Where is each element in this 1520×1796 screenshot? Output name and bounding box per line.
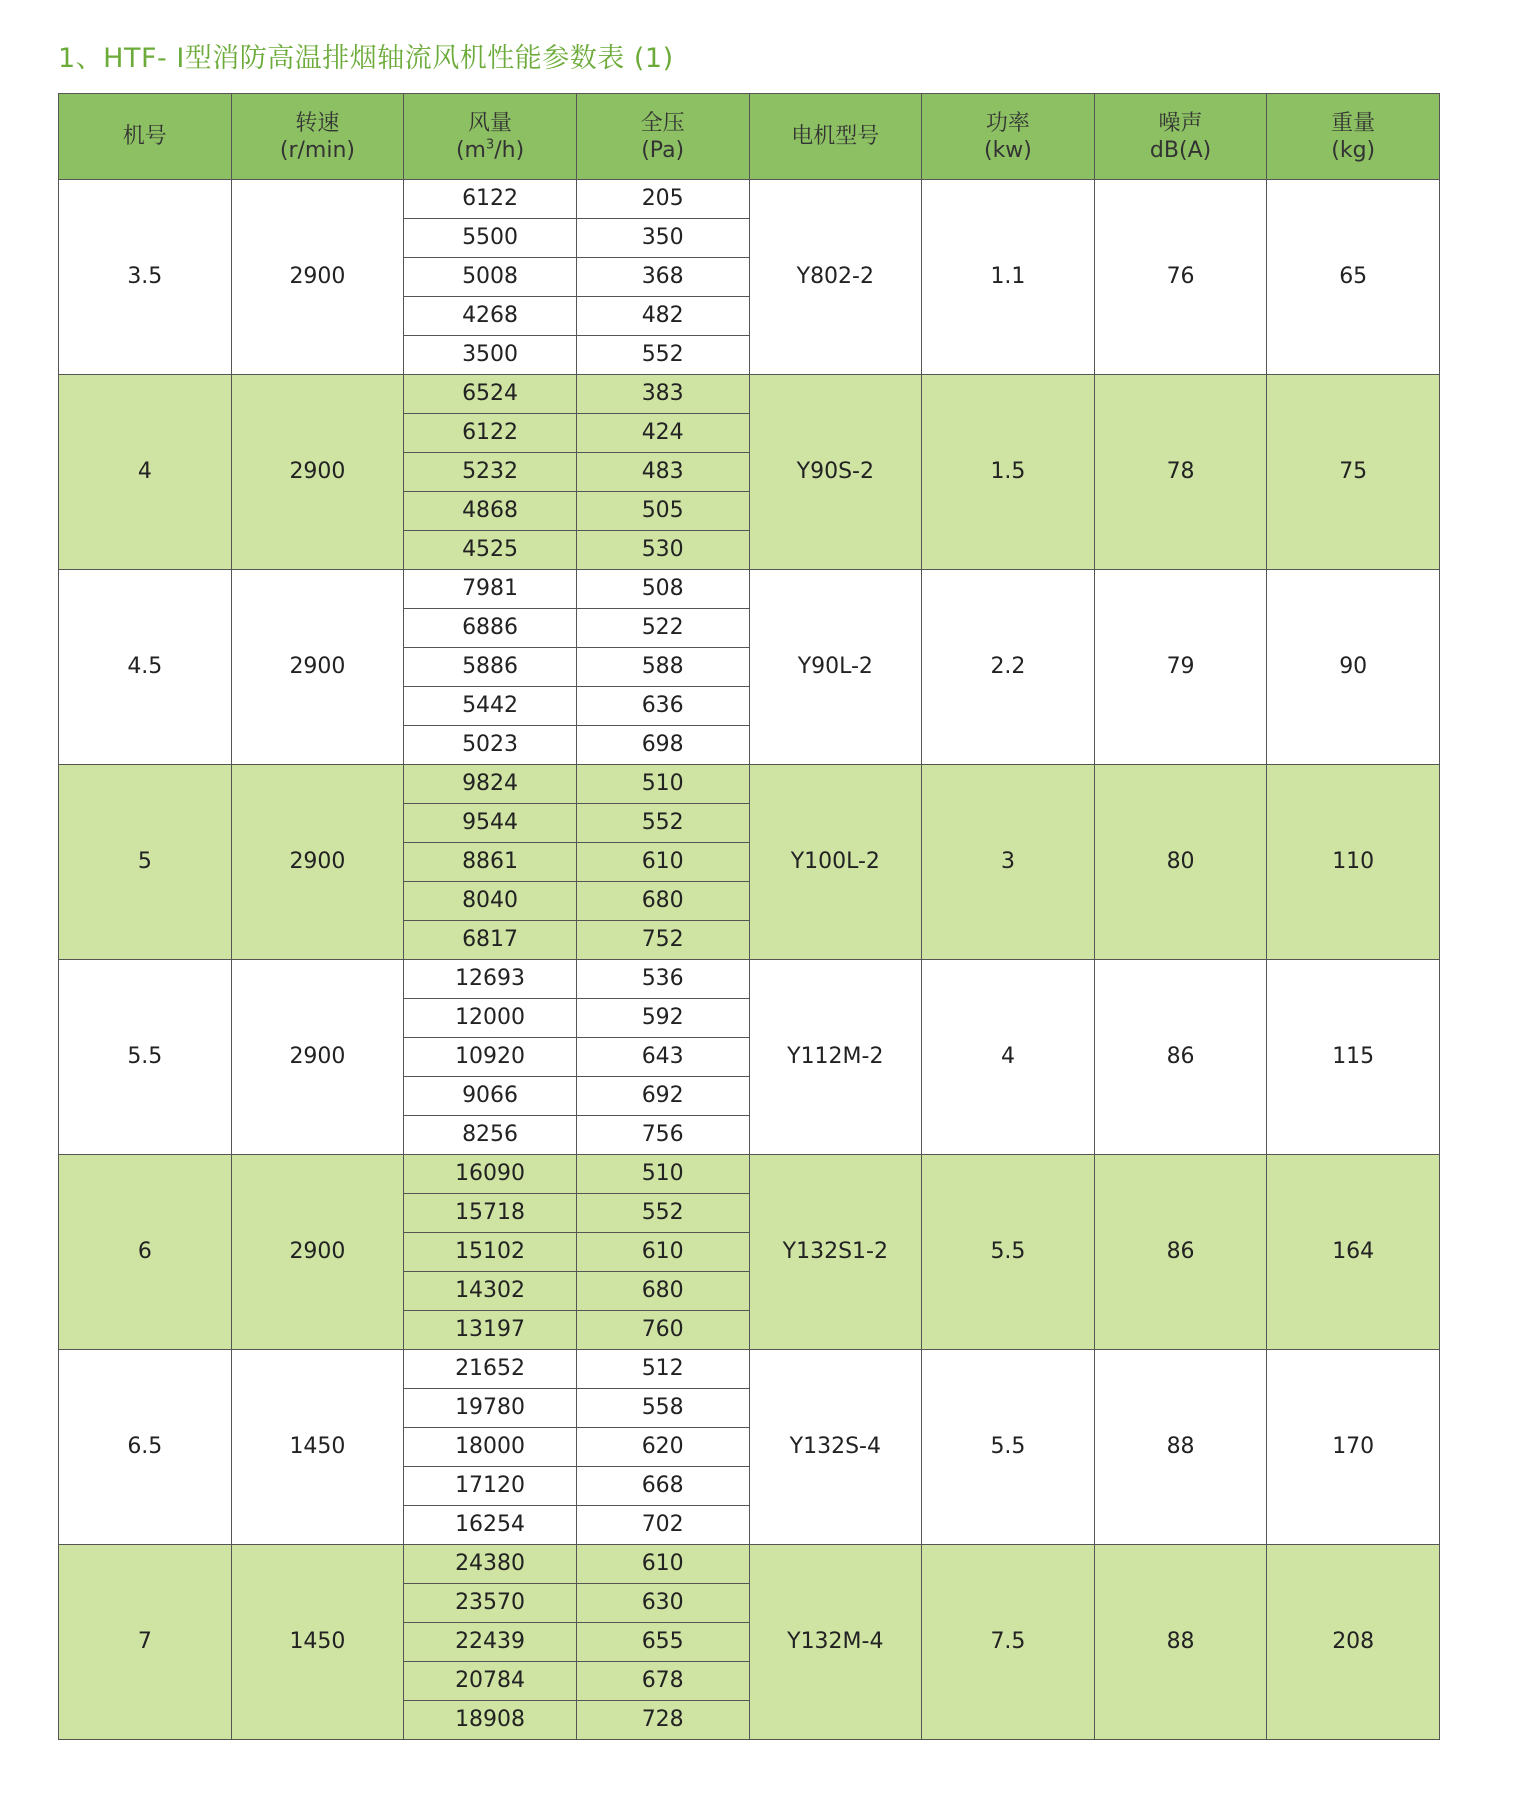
header-pressure: 全压 (Pa) [576, 94, 749, 180]
cell-airflow: 20784 [404, 1662, 577, 1701]
cell-speed: 1450 [231, 1545, 404, 1740]
cell-speed: 2900 [231, 960, 404, 1155]
cell-pressure: 510 [576, 1155, 749, 1194]
cell-airflow: 8040 [404, 882, 577, 921]
cell-pressure: 620 [576, 1428, 749, 1467]
cell-pressure: 368 [576, 258, 749, 297]
cell-airflow: 10920 [404, 1038, 577, 1077]
cell-power: 3 [922, 765, 1095, 960]
cell-airflow: 14302 [404, 1272, 577, 1311]
cell-pressure: 552 [576, 804, 749, 843]
cell-pressure: 756 [576, 1116, 749, 1155]
cell-pressure: 530 [576, 531, 749, 570]
cell-airflow: 4268 [404, 297, 577, 336]
cell-noise: 86 [1094, 1155, 1267, 1350]
model-group [59, 960, 1440, 1155]
cell-airflow: 17120 [404, 1467, 577, 1506]
cell-airflow: 16254 [404, 1506, 577, 1545]
table-row [59, 960, 1440, 999]
cell-pressure: 383 [576, 375, 749, 414]
cell-pressure: 505 [576, 492, 749, 531]
cell-airflow: 6122 [404, 414, 577, 453]
header-noise: 噪声 dB(A) [1094, 94, 1267, 180]
cell-model-no: 5 [59, 765, 232, 960]
cell-pressure: 668 [576, 1467, 749, 1506]
cell-noise: 79 [1094, 570, 1267, 765]
cell-pressure: 752 [576, 921, 749, 960]
cell-power: 7.5 [922, 1545, 1095, 1740]
cell-weight: 110 [1267, 765, 1440, 960]
cell-airflow: 8861 [404, 843, 577, 882]
cell-pressure: 512 [576, 1350, 749, 1389]
header-power: 功率 (kw) [922, 94, 1095, 180]
cell-airflow: 6886 [404, 609, 577, 648]
cell-airflow: 12000 [404, 999, 577, 1038]
cell-pressure: 610 [576, 1233, 749, 1272]
header-speed: 转速 (r/min) [231, 94, 404, 180]
cell-power: 5.5 [922, 1155, 1095, 1350]
cell-weight: 164 [1267, 1155, 1440, 1350]
cell-weight: 90 [1267, 570, 1440, 765]
cell-power: 5.5 [922, 1350, 1095, 1545]
table-row [59, 1350, 1440, 1389]
cell-pressure: 482 [576, 297, 749, 336]
cell-pressure: 558 [576, 1389, 749, 1428]
cell-airflow: 4868 [404, 492, 577, 531]
table-header [59, 94, 1440, 180]
cell-model-no: 4 [59, 375, 232, 570]
cell-model-no: 7 [59, 1545, 232, 1740]
model-group [59, 180, 1440, 375]
model-group [59, 570, 1440, 765]
cell-airflow: 16090 [404, 1155, 577, 1194]
cell-noise: 76 [1094, 180, 1267, 375]
cell-airflow: 21652 [404, 1350, 577, 1389]
cell-pressure: 636 [576, 687, 749, 726]
cell-power: 4 [922, 960, 1095, 1155]
cell-noise: 78 [1094, 375, 1267, 570]
cell-airflow: 6817 [404, 921, 577, 960]
cell-airflow: 5008 [404, 258, 577, 297]
cell-pressure: 592 [576, 999, 749, 1038]
cell-airflow: 24380 [404, 1545, 577, 1584]
cell-pressure: 552 [576, 336, 749, 375]
page-title: 1、HTF- Ⅰ型消防高温排烟轴流风机性能参数表 (1) [58, 43, 674, 74]
cell-motor: Y132S-4 [749, 1350, 922, 1545]
cell-noise: 88 [1094, 1545, 1267, 1740]
cell-pressure: 205 [576, 180, 749, 219]
cell-airflow: 9824 [404, 765, 577, 804]
cell-airflow: 5500 [404, 219, 577, 258]
cell-power: 2.2 [922, 570, 1095, 765]
cell-pressure: 655 [576, 1623, 749, 1662]
cell-airflow: 12693 [404, 960, 577, 999]
cell-pressure: 698 [576, 726, 749, 765]
header-motor: 电机型号 [749, 94, 922, 180]
cell-model-no: 6.5 [59, 1350, 232, 1545]
cell-pressure: 680 [576, 1272, 749, 1311]
header-model-no: 机号 [59, 94, 232, 180]
cell-motor: Y802-2 [749, 180, 922, 375]
cell-pressure: 350 [576, 219, 749, 258]
cell-power: 1.5 [922, 375, 1095, 570]
header-weight: 重量 (kg) [1267, 94, 1440, 180]
header-row [59, 94, 1440, 180]
cell-model-no: 6 [59, 1155, 232, 1350]
table-row [59, 180, 1440, 219]
cell-motor: Y100L-2 [749, 765, 922, 960]
cell-pressure: 483 [576, 453, 749, 492]
cell-motor: Y90S-2 [749, 375, 922, 570]
cell-airflow: 9544 [404, 804, 577, 843]
cell-airflow: 6122 [404, 180, 577, 219]
cell-airflow: 9066 [404, 1077, 577, 1116]
cell-model-no: 4.5 [59, 570, 232, 765]
cell-airflow: 4525 [404, 531, 577, 570]
cell-pressure: 588 [576, 648, 749, 687]
cell-pressure: 702 [576, 1506, 749, 1545]
cell-airflow: 7981 [404, 570, 577, 609]
cell-pressure: 630 [576, 1584, 749, 1623]
model-group [59, 765, 1440, 960]
cell-motor: Y132S1-2 [749, 1155, 922, 1350]
cell-motor: Y90L-2 [749, 570, 922, 765]
cell-airflow: 22439 [404, 1623, 577, 1662]
cell-pressure: 508 [576, 570, 749, 609]
cell-weight: 115 [1267, 960, 1440, 1155]
cell-noise: 86 [1094, 960, 1267, 1155]
cell-airflow: 5023 [404, 726, 577, 765]
cell-pressure: 424 [576, 414, 749, 453]
cell-airflow: 15102 [404, 1233, 577, 1272]
table-row [59, 1545, 1440, 1584]
cell-power: 1.1 [922, 180, 1095, 375]
model-group [59, 1155, 1440, 1350]
model-group [59, 1350, 1440, 1545]
cell-model-no: 5.5 [59, 960, 232, 1155]
table-row [59, 765, 1440, 804]
performance-table [58, 93, 1440, 1740]
model-group [59, 1545, 1440, 1740]
cell-airflow: 15718 [404, 1194, 577, 1233]
cell-pressure: 510 [576, 765, 749, 804]
cell-pressure: 522 [576, 609, 749, 648]
cell-weight: 170 [1267, 1350, 1440, 1545]
table-row [59, 375, 1440, 414]
cell-pressure: 680 [576, 882, 749, 921]
table-row [59, 570, 1440, 609]
cell-model-no: 3.5 [59, 180, 232, 375]
header-airflow: 风量 $(m^3/h)$ [404, 94, 577, 180]
cell-noise: 88 [1094, 1350, 1267, 1545]
cell-airflow: 6524 [404, 375, 577, 414]
cell-pressure: 552 [576, 1194, 749, 1233]
cell-pressure: 678 [576, 1662, 749, 1701]
cell-pressure: 610 [576, 1545, 749, 1584]
cell-speed: 2900 [231, 1155, 404, 1350]
cell-speed: 2900 [231, 765, 404, 960]
cell-motor: Y132M-4 [749, 1545, 922, 1740]
model-group [59, 375, 1440, 570]
cell-airflow: 3500 [404, 336, 577, 375]
cell-weight: 65 [1267, 180, 1440, 375]
cell-speed: 2900 [231, 180, 404, 375]
cell-speed: 2900 [231, 375, 404, 570]
cell-airflow: 5442 [404, 687, 577, 726]
cell-airflow: 5886 [404, 648, 577, 687]
cell-speed: 2900 [231, 570, 404, 765]
cell-pressure: 536 [576, 960, 749, 999]
cell-airflow: 23570 [404, 1584, 577, 1623]
cell-motor: Y112M-2 [749, 960, 922, 1155]
cell-speed: 1450 [231, 1350, 404, 1545]
cell-airflow: 13197 [404, 1311, 577, 1350]
cell-weight: 208 [1267, 1545, 1440, 1740]
cell-pressure: 692 [576, 1077, 749, 1116]
cell-pressure: 610 [576, 843, 749, 882]
cell-airflow: 19780 [404, 1389, 577, 1428]
cell-pressure: 760 [576, 1311, 749, 1350]
cell-airflow: 8256 [404, 1116, 577, 1155]
cell-weight: 75 [1267, 375, 1440, 570]
cell-noise: 80 [1094, 765, 1267, 960]
cell-airflow: 18908 [404, 1701, 577, 1740]
cell-pressure: 643 [576, 1038, 749, 1077]
cell-pressure: 728 [576, 1701, 749, 1740]
table-row [59, 1155, 1440, 1194]
cell-airflow: 5232 [404, 453, 577, 492]
cell-airflow: 18000 [404, 1428, 577, 1467]
